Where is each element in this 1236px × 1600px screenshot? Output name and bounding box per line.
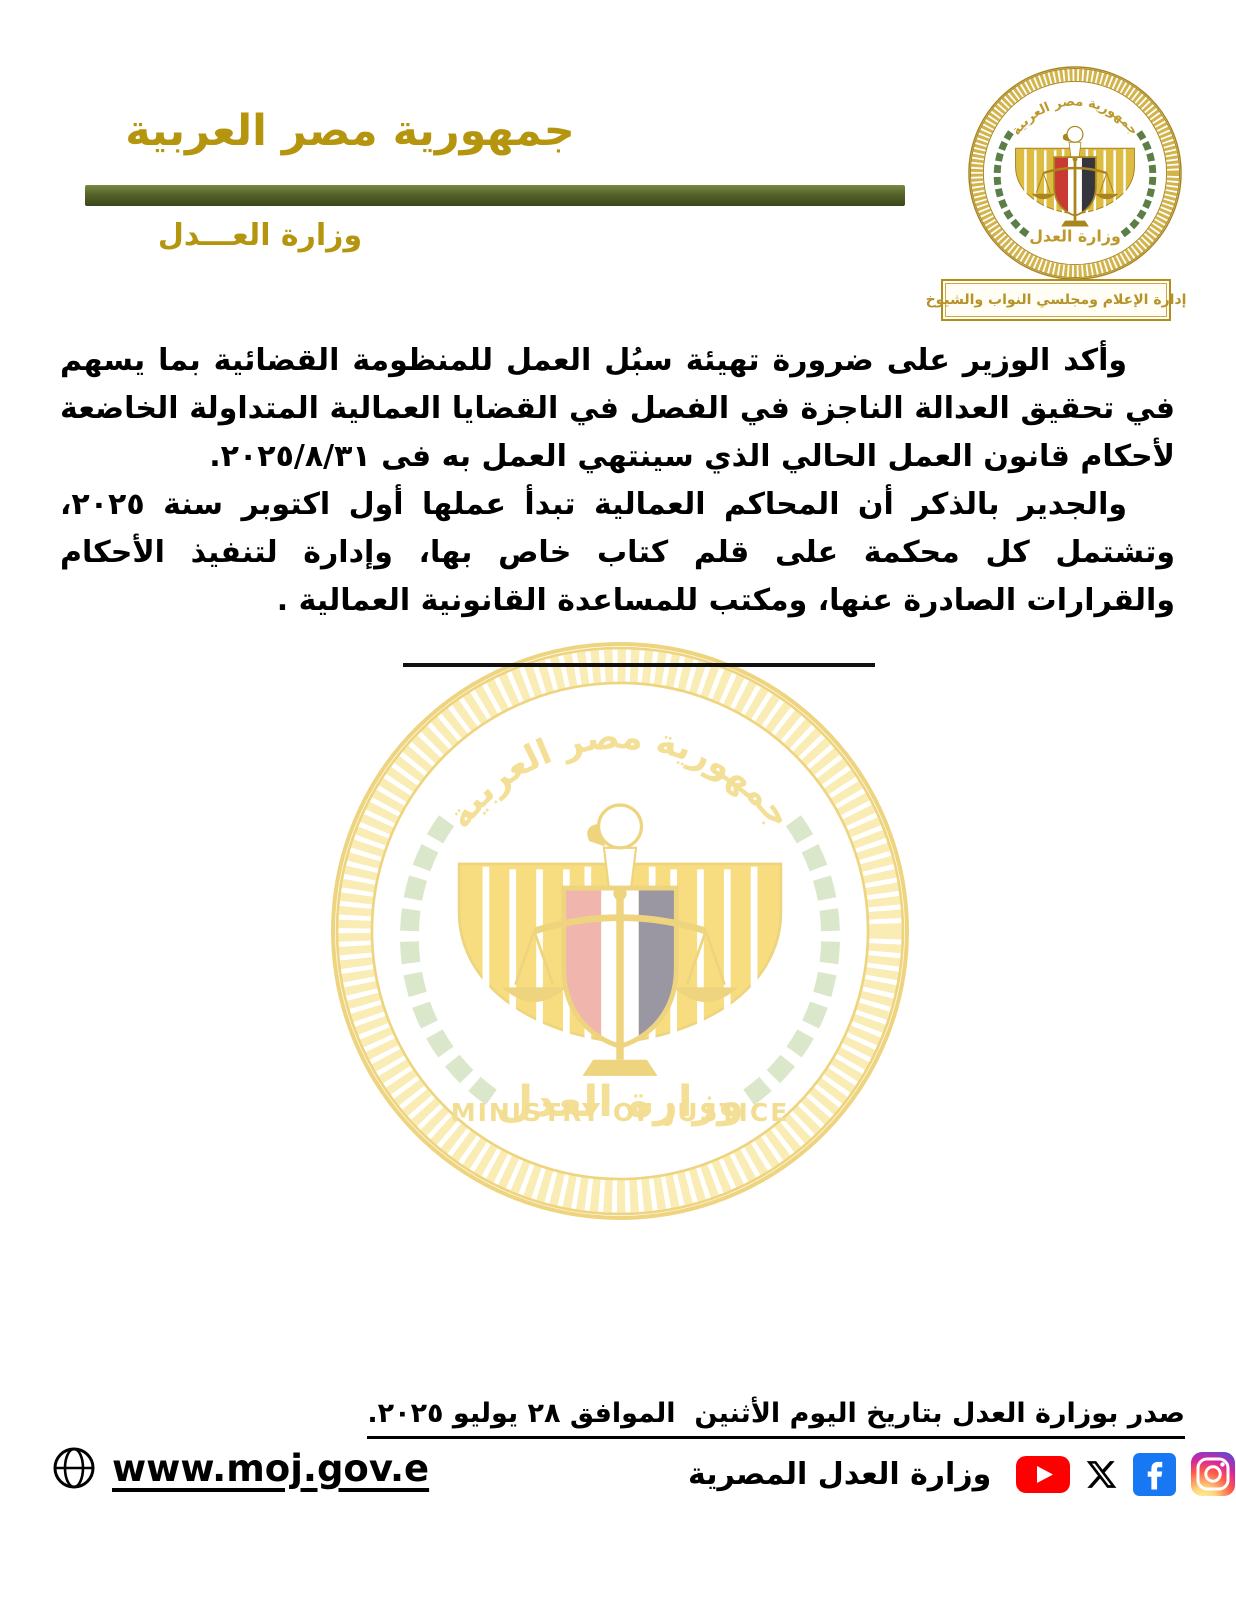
instagram-icon[interactable] (1191, 1452, 1235, 1496)
header-country-title: جمهورية مصر العربية (125, 106, 575, 156)
youtube-icon[interactable] (1016, 1456, 1070, 1493)
press-release-body (60, 337, 1175, 625)
website-link[interactable] (50, 1444, 429, 1492)
watermark-english-label: MINISTRY OF JUSTICE (450, 1098, 790, 1127)
header-ministry-title: وزارة العـــدل (157, 218, 363, 253)
section-divider-line (403, 663, 875, 667)
social-media-row (688, 1452, 1235, 1496)
issued-date-line: صدر بوزارة العدل بتاريخ اليوم الأثنين الموافق ٢٨ يوليو ٢٠٢٥. (367, 1398, 1185, 1439)
body-paragraph-1: وأكد الوزير على ضرورة تهيئة سبُل العمل للمنظومة القضائية بما يسهم في تحقيق العدالة الناجزة في الفصل في القضايا العمالية المتداولة الخاضعة لأحكام قانون العمل الحالي الذي سينتهي العمل به فى ٢٠٢٥/٨/٣١. (60, 343, 1175, 474)
social-account-label: وزارة العدل المصرية (688, 1456, 992, 1492)
department-banner (925, 279, 1187, 321)
x-icon[interactable] (1085, 1458, 1118, 1491)
website-url[interactable]: www.moj.gov.e (112, 1446, 430, 1490)
header-divider-bar (85, 185, 905, 206)
facebook-icon[interactable] (1133, 1453, 1176, 1496)
watermark-seal (325, 636, 915, 1226)
globe-icon (50, 1444, 98, 1492)
department-banner-label: إدارة الإعلام ومجلسي النواب والشيوخ (925, 292, 1187, 308)
body-paragraph-2: والجدير بالذكر أن المحاكم العمالية تبدأ عملها أول اكتوبر سنة ٢٠٢٥، وتشتمل كل محكمة على قلم كتاب خاص بها، وإدارة لتنفيذ الأحكام والقرارات الصادرة عنها، ومكتب للمساعدة القانونية العمالية . (60, 487, 1175, 618)
ministry-seal-logo (966, 64, 1184, 282)
